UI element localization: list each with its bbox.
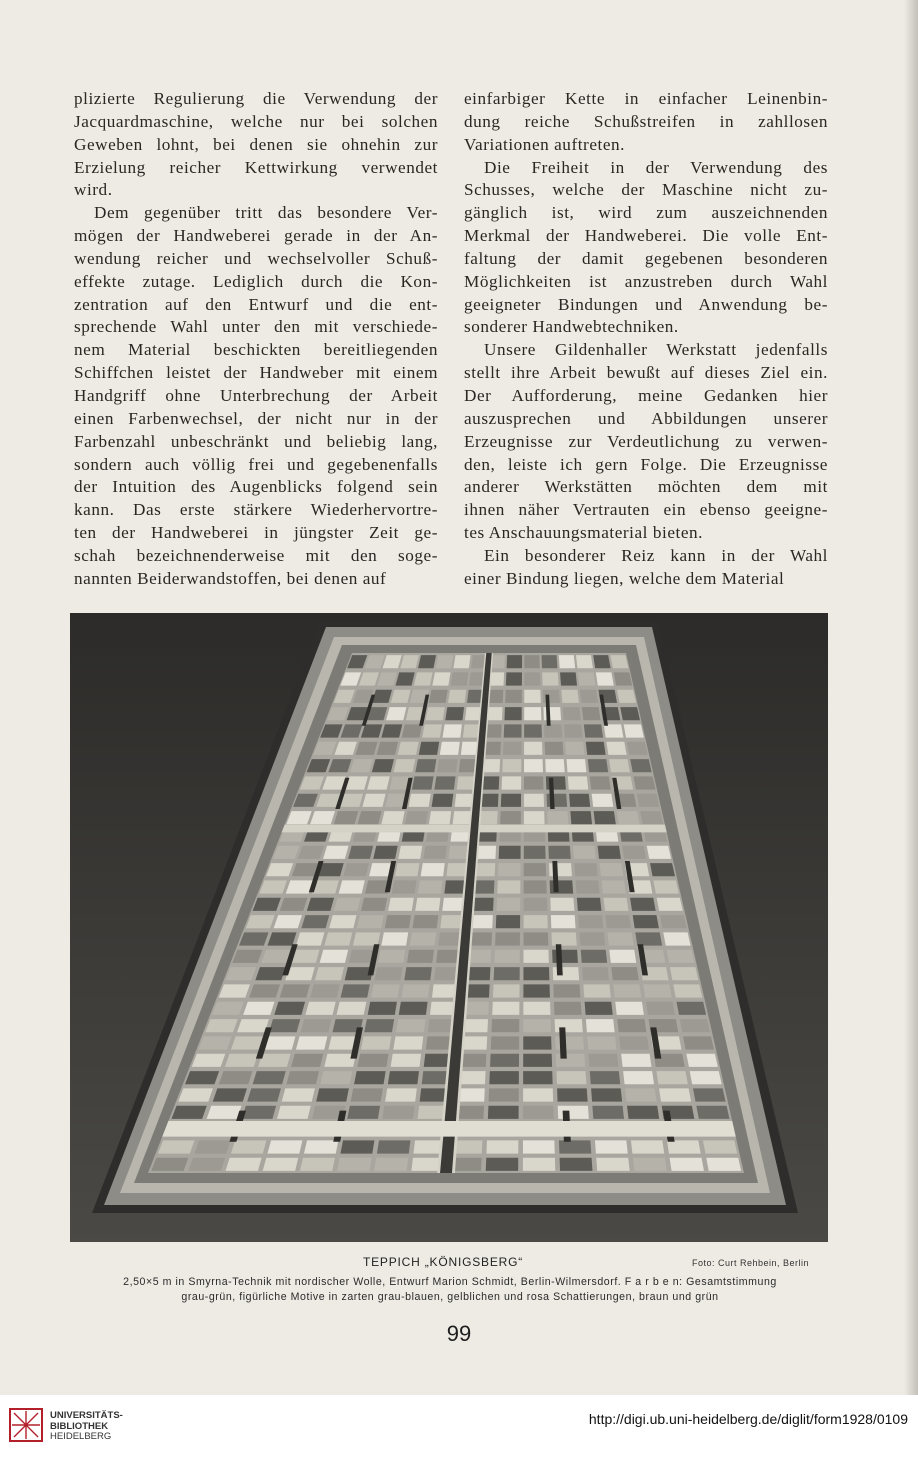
paragraph xyxy=(464,545,828,591)
library-name xyxy=(50,1411,160,1443)
text-line: Geweben lohnt, bei denen sie ohnehin zur xyxy=(74,134,438,154)
paragraph xyxy=(74,202,438,590)
text-line: den, leiste ich gern Folge. Die Erzeugnisse xyxy=(464,454,828,474)
digitization-footer xyxy=(0,1395,918,1466)
library-name-line-1: UNIVERSITÄTS- xyxy=(50,1410,123,1421)
paragraph xyxy=(464,88,828,157)
text-line: faltung der damit gegebenen besonderen xyxy=(464,248,828,268)
paragraph xyxy=(464,157,828,340)
text-line: Möglichkeiten ist anzustreben durch Wahl xyxy=(464,271,828,291)
text-line: tes Anschauungsmaterial bieten. xyxy=(464,523,703,543)
text-line: Variationen auftreten. xyxy=(464,134,625,154)
text-line: Ein besonderer Reiz kann in der Wahl xyxy=(484,545,828,565)
text-line: einer Bindung liegen, welche dem Material xyxy=(464,568,785,588)
text-line: kann. Das erste stärkere Wiederhervortre- xyxy=(74,500,438,520)
text-line: Farbenzahl unbeschränkt und beliebig lang, xyxy=(74,431,438,451)
page-edge-shadow xyxy=(904,0,918,1395)
text-line: plizierte Regulierung die Verwendung der xyxy=(74,89,438,108)
paragraph xyxy=(74,88,438,202)
right-text-column xyxy=(464,88,828,591)
text-line: Erzielung reicher Kettwirkung verwendet xyxy=(74,157,438,177)
text-line: nem Material beschickten bereitliegenden xyxy=(74,340,438,360)
source-url-link[interactable]: http://digi.ub.uni-heidelberg.de/diglit/form1928/0109 xyxy=(588,1411,908,1427)
text-line: anderer Werkstätten möchten dem mit xyxy=(464,477,828,497)
page-number: 99 xyxy=(446,1321,472,1346)
library-logo-icon xyxy=(8,1407,44,1443)
text-line: schah bezeichnenderweise mit den soge- xyxy=(74,545,438,565)
text-line: wendung reicher und wechselvoller Schuß- xyxy=(74,248,438,268)
left-text-column xyxy=(74,88,438,591)
text-line: wird. xyxy=(74,180,113,200)
text-line: zentration auf den Entwurf und die ent- xyxy=(74,294,438,314)
text-line: sonderer Handwebtechniken. xyxy=(464,317,679,337)
photo-credit: Foto: Curt Rehbein, Berlin xyxy=(692,1258,810,1268)
text-line: Handgriff ohne Unterbrechung der Arbeit xyxy=(74,385,438,405)
figure-caption-line-2: grau-grün, figürliche Motive in zarten grau-blauen, gelblichen und rosa Schattierungen, braun und grün xyxy=(181,1291,719,1303)
text-line: ihnen näher Vertrauten ein ebenso geeigne- xyxy=(464,500,828,520)
paragraph xyxy=(464,339,828,545)
text-line: nannten Beiderwandstoffen, bei denen auf xyxy=(74,568,387,588)
text-line: Jacquardmaschine, welche nur bei solchen xyxy=(74,111,438,131)
text-line: Unsere Gildenhaller Werkstatt jedenfalls xyxy=(484,340,828,360)
carpet-photograph xyxy=(70,613,828,1242)
figure-caption-line-1: 2,50×5 m in Smyrna-Technik mit nordischer Wolle, Entwurf Marion Schmidt, Berlin-Wilmersdorf. F a r b e n: Gesamtstimmung xyxy=(123,1276,777,1288)
text-line: der Intuition des Augenblicks folgend sein xyxy=(74,477,438,497)
library-name-line-2: BIBLIOTHEK xyxy=(50,1420,109,1432)
text-line: sondern auch völlig frei und gegebenenfalls xyxy=(74,454,438,474)
text-line: geeigneter Bindungen und Anwendung be- xyxy=(464,294,828,314)
text-line: einfarbiger Kette in einfacher Leinenbin- xyxy=(464,89,828,108)
text-line: sprechende Wahl unter den mit verschiede- xyxy=(74,317,438,337)
carpet-image xyxy=(70,613,828,1242)
text-line: mögen der Handweberei gerade in der An- xyxy=(74,226,438,246)
text-line: Die Freiheit in der Verwendung des xyxy=(484,157,828,177)
figure-title: TEPPICH „KÖNIGSBERG“ xyxy=(363,1255,524,1269)
text-line: Dem gegenüber tritt das besondere Ver- xyxy=(94,203,438,223)
text-line: einen Farbenwechsel, der nicht nur in der xyxy=(74,408,438,428)
text-line: Der Aufforderung, meine Gedanken hier xyxy=(464,385,828,405)
text-line: Schiffchen leistet der Handweber mit einem xyxy=(74,363,438,383)
text-line: Schusses, welche der Maschine nicht zu- xyxy=(464,180,828,200)
text-line: effekte zutage. Lediglich durch die Kon- xyxy=(74,271,438,291)
text-line: Merkmal der Handweberei. Die volle Ent- xyxy=(464,226,828,246)
library-name-line-3: HEIDELBERG xyxy=(50,1431,112,1442)
text-line: gänglich ist, wird zum auszeichnenden xyxy=(464,203,828,223)
text-line: ten der Handweberei in jüngster Zeit ge- xyxy=(74,523,438,543)
text-line: auszusprechen und Abbildungen unserer xyxy=(464,408,828,428)
text-line: Erzeugnisse zur Verdeutlichung zu verwen- xyxy=(464,431,828,451)
text-line: stellt ihre Arbeit bewußt auf dieses Ziel ein. xyxy=(464,363,828,383)
text-line: dung reiche Schußstreifen in zahllosen xyxy=(464,111,828,131)
